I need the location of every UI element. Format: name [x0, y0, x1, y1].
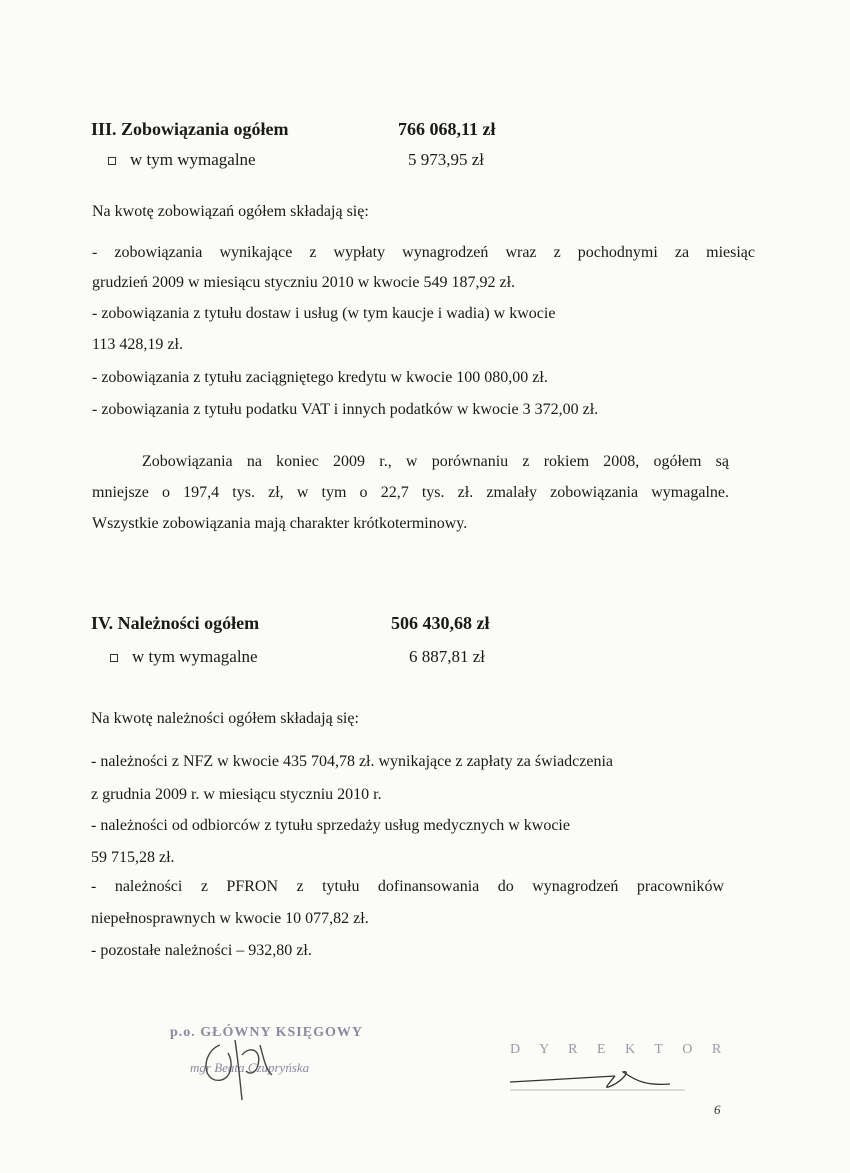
section-4-item-line: niepełnosprawnych w kwocie 10 077,82 zł.: [91, 910, 369, 927]
section-3-paragraph-line: mniejsze o 197,4 tys. zł, w tym o 22,7 tys. zł. zmalały zobowiązania wymagalne.: [92, 484, 729, 501]
section-4-intro: Na kwotę należności ogółem składają się:: [91, 710, 359, 727]
section-4-item-line: - pozostałe należności – 932,80 zł.: [91, 942, 312, 959]
page-number: 6: [714, 1102, 721, 1117]
checkbox-bullet-icon: [110, 654, 118, 662]
section-4-item-line: - należności z NFZ w kwocie 435 704,78 zł. wynikające z zapłaty za świadczenia: [91, 753, 614, 770]
section-3-item-line: - zobowiązania z tytułu zaciągniętego kredytu w kwocie 100 080,00 zł.: [92, 369, 548, 386]
section-4-title: IV. Należności ogółem: [91, 613, 260, 633]
section-3-due-value: 5 973,95 zł: [408, 150, 485, 169]
section-4-total: 506 430,68 zł: [391, 613, 490, 633]
section-4-item-line: z grudnia 2009 r. w miesiącu styczniu 2010 r.: [91, 786, 382, 803]
checkbox-bullet-icon: [108, 157, 116, 165]
section-3-item-line: grudzień 2009 w miesiącu styczniu 2010 w kwocie 549 187,92 zł.: [92, 274, 516, 291]
section-3-title: III. Zobowiązania ogółem: [91, 119, 289, 139]
section-3-due-row: [108, 150, 256, 170]
chief-accountant-stamp: p.o. GŁÓWNY KSIĘGOWY: [170, 1025, 363, 1040]
section-3-intro: Na kwotę zobowiązań ogółem składają się:: [92, 203, 369, 220]
section-4-item-line: - należności od odbiorców z tytułu sprzedaży usług medycznych w kwocie: [91, 817, 570, 834]
chief-accountant-name-stamp: mgr Beata Czupryńska: [190, 1060, 310, 1075]
signature-left-icon: [180, 1025, 300, 1105]
section-4-item-line: - należności z PFRON z tytułu dofinansowania do wynagrodzeń pracowników: [91, 878, 724, 895]
director-stamp: D Y R E K T O R: [510, 1042, 730, 1057]
section-3-total: 766 068,11 zł: [398, 119, 496, 139]
section-3-due-label: w tym wymagalne: [130, 150, 256, 169]
section-3-item-line: - zobowiązania z tytułu podatku VAT i innych podatków w kwocie 3 372,00 zł.: [92, 401, 599, 418]
section-4-item-line: 59 715,28 zł.: [91, 849, 175, 866]
section-3-item-line: - zobowiązania z tytułu dostaw i usług (w tym kaucje i wadia) w kwocie: [92, 305, 556, 322]
section-3-item-line: - zobowiązania wynikające z wypłaty wynagrodzeń wraz z pochodnymi za miesiąc: [92, 244, 755, 261]
section-3-paragraph-line: Zobowiązania na koniec 2009 r., w porównaniu z rokiem 2008, ogółem są: [142, 453, 729, 470]
section-3-item-line: 113 428,19 zł.: [92, 336, 183, 353]
section-4-due-value: 6 887,81 zł: [409, 647, 486, 666]
signature-right-icon: [505, 1060, 695, 1100]
section-4-due-label: w tym wymagalne: [132, 647, 258, 666]
section-3-paragraph-line: Wszystkie zobowiązania mają charakter krótkoterminowy.: [92, 515, 468, 532]
section-4-due-row: [110, 647, 258, 667]
